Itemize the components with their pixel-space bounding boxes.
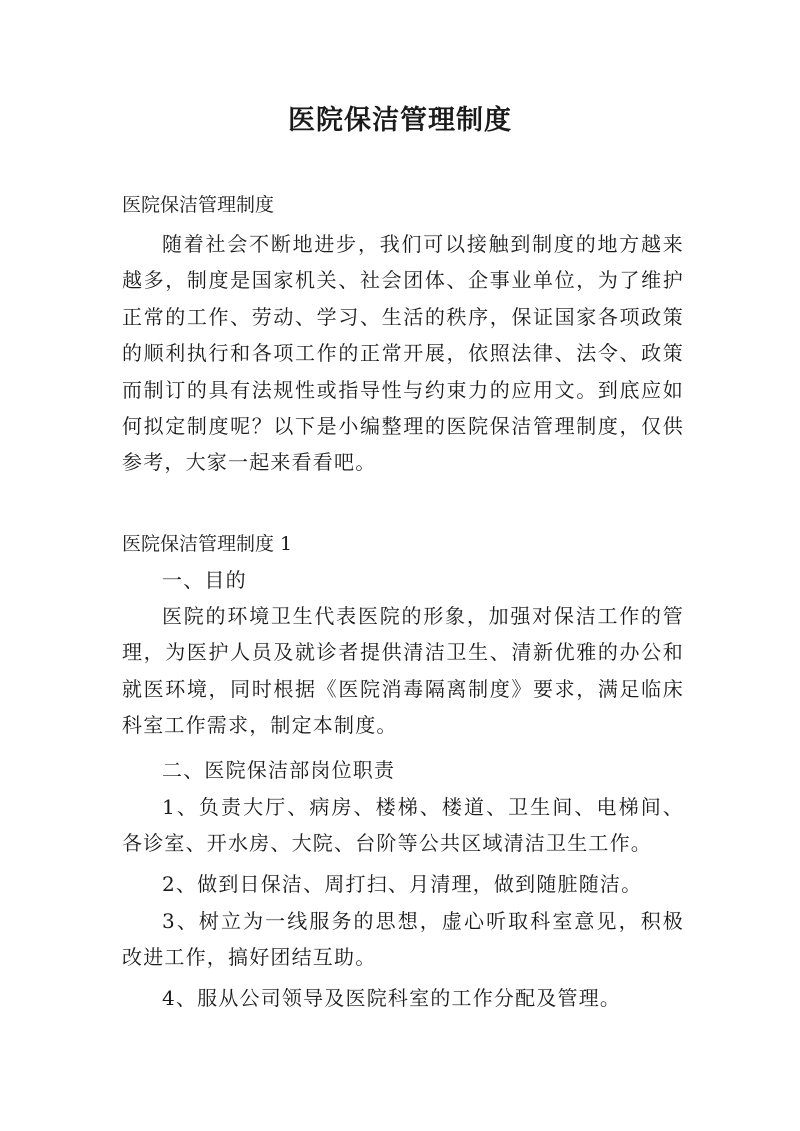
section1-heading: 医院保洁管理制度 1 (122, 533, 293, 555)
purpose-paragraph: 医院的环境卫生代表医院的形象，加强对保洁工作的管理，为医护人员及就诊者提供清洁卫生、清新优雅的办公和就医环境，同时根据《医院消毒隔离制度》要求，满足临床科室工作需求，制定本制度。 (122, 604, 684, 738)
duty-item-3: 3、树立为一线服务的思想，虚心听取科室意见，积极改进工作，搞好团结互助。 (122, 909, 684, 970)
document-title: 医院保洁管理制度 (288, 105, 512, 136)
duty-item-4: 4、服从公司领导及医院科室的工作分配及管理。 (162, 986, 622, 1010)
intro-paragraph: 随着社会不断地进步，我们可以接触到制度的地方越来越多，制度是国家机关、社会团体、企事业单位，为了维护正常的工作、劳动、学习、生活的秩序，保证国家各项政策的顺利执行和各项工作的正常开展，依照法律、法令、政策而制订的具有法规性或指导性与约束力的应用文。到底应如何拟定制度呢？以下是小编整理的医院保洁管理制度，仅供参考，大家一起来看看吧。 (122, 232, 684, 475)
purpose-heading: 一、目的 (162, 568, 247, 592)
duty-item-1: 1、负责大厅、病房、楼梯、楼道、卫生间、电梯间、各诊室、开水房、大院、台阶等公共区域清洁卫生工作。 (122, 795, 684, 856)
duties-heading: 二、医院保洁部岗位职责 (162, 758, 396, 782)
duty-item-2: 2、做到日保洁、周打扫、月清理，做到随脏随洁。 (162, 872, 643, 896)
intro-heading: 医院保洁管理制度 (122, 194, 275, 216)
